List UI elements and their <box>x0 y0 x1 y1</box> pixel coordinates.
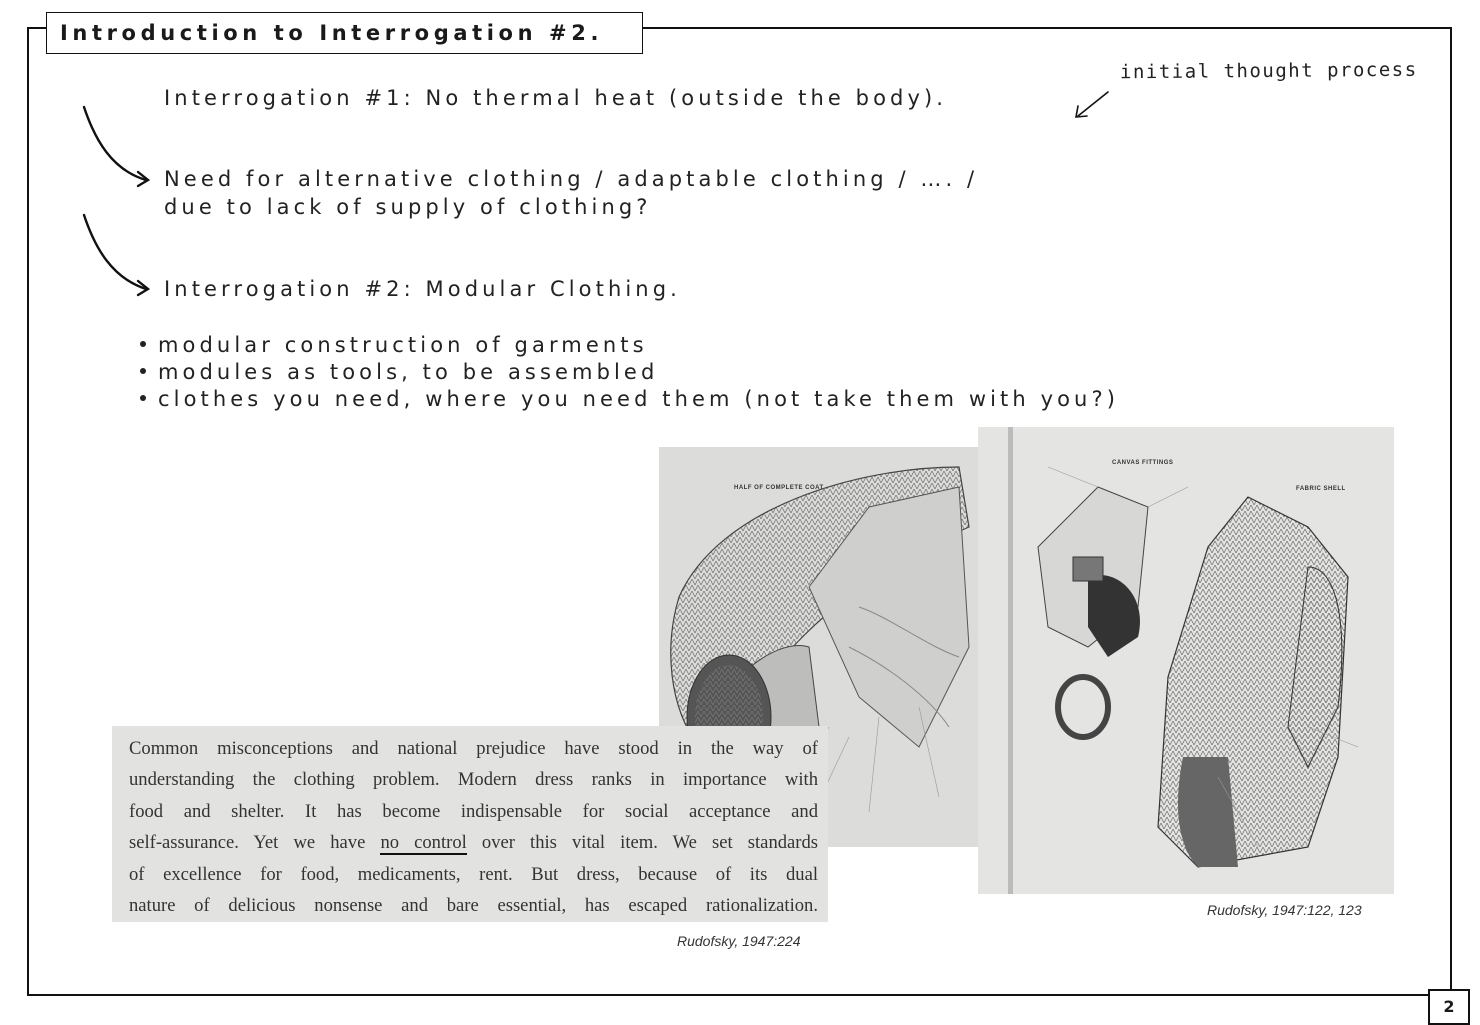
list-item: modules as tools, to be assembled <box>140 359 1119 386</box>
need-line-2: due to lack of supply of clothing? <box>164 195 652 219</box>
quote-line: Common misconceptions and national prejudice have stood in the way of <box>129 738 818 759</box>
quote-line: of excellence for food, medicaments, rent. But dress, because of its dual <box>129 863 818 885</box>
interrogation-1-text: Interrogation #1: No thermal heat (outside the body). <box>164 86 948 110</box>
bullet-dot-icon <box>140 368 146 374</box>
interrogation-2-text: Interrogation #2: Modular Clothing. <box>164 277 681 301</box>
slide-title: Introduction to Interrogation #2. <box>46 12 643 54</box>
quote-caption: Rudofsky, 1947:224 <box>677 933 801 949</box>
curved-arrow-icon <box>84 215 146 289</box>
illustration-label: CANVAS FITTINGS <box>1112 460 1174 466</box>
handwritten-note: initial thought process <box>1119 58 1418 84</box>
bullet-dot-icon <box>140 395 146 401</box>
bullet-list <box>140 332 1119 413</box>
curved-arrow-icon <box>84 107 146 180</box>
quote-line: nature of delicious nonsense and bare essential, has escaped rationalization. <box>129 895 818 917</box>
need-line-1: Need for alternative clothing / adaptable clothing / …. / <box>164 167 979 191</box>
quote-line: self-assurance. Yet we have no control over this vital item. We set standards <box>129 832 819 854</box>
coat-illustration-right <box>978 427 1394 894</box>
illustration-caption: Rudofsky, 1947:122, 123 <box>1207 902 1362 918</box>
page-number: 2 <box>1428 989 1470 1025</box>
list-item: clothes you need, where you need them (not take them with you?) <box>140 386 1119 413</box>
list-item: modular construction of garments <box>140 332 1119 359</box>
pointer-arrow-icon <box>1078 92 1108 116</box>
quote-excerpt <box>112 726 828 922</box>
illustration-label: HALF OF COMPLETE COAT <box>734 485 824 491</box>
illustration-label: FABRIC SHELL <box>1296 486 1346 492</box>
quote-line: food and shelter. It has become indispensable for social acceptance and <box>129 800 818 822</box>
underlined-phrase: no control <box>380 832 467 854</box>
quote-line: understanding the clothing problem. Modern dress ranks in importance with <box>129 769 818 791</box>
bullet-dot-icon <box>140 341 146 347</box>
